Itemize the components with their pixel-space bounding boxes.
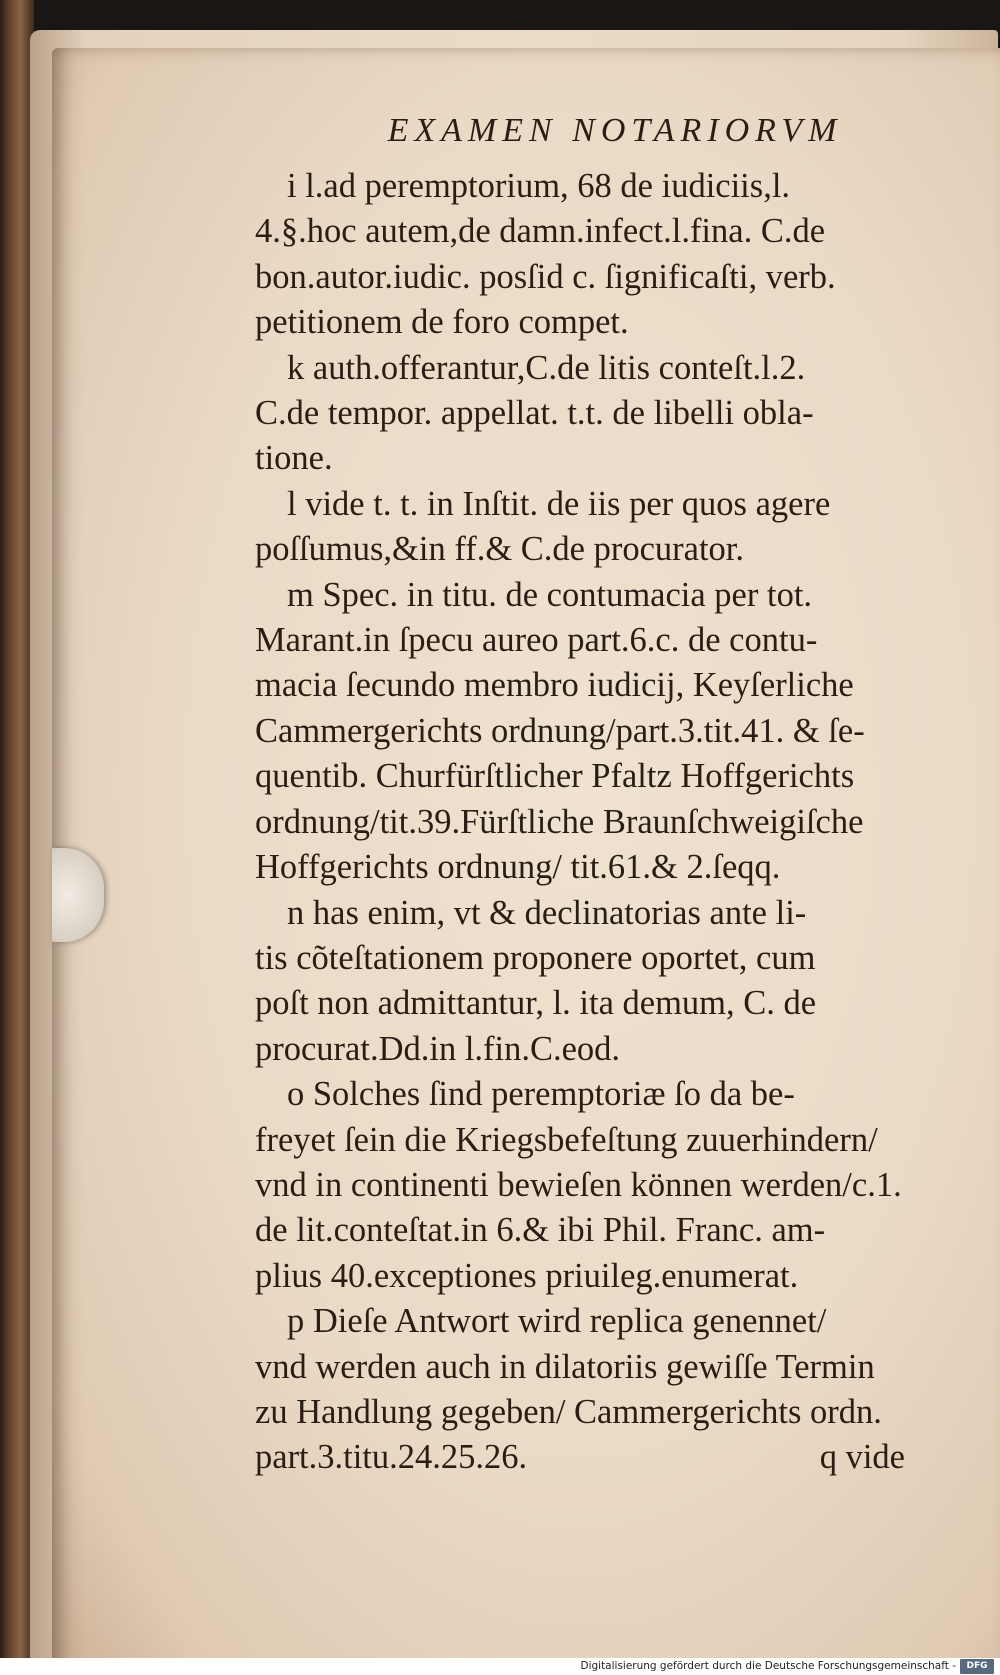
text-line: Hoffgerichts ordnung/ tit.61.& 2.ſeqq. (255, 848, 781, 887)
text-line: tione. (255, 439, 333, 478)
footer-credit: Digitalisierung gefördert durch die Deutsche Forschungsgemeinschaft - (580, 1660, 956, 1672)
text-line: n has enim, vt & declinatorias ante li- (287, 893, 807, 932)
text-line: zu Handlung gegeben/ Cammergerichts ordn. (255, 1392, 882, 1431)
text-line: p Dieſe Antwort wird replica genennet/ (287, 1302, 827, 1341)
text-line: bon.autor.iudic. posſid c. ſignificaſti, verb. (255, 257, 836, 296)
text-line: o Solches ſind peremptoriæ ſo da be- (287, 1075, 795, 1114)
text-line: Marant.in ſpecu aureo part.6.c. de contu- (255, 621, 818, 660)
text-line: petitionem de foro compet. (255, 303, 629, 342)
text-line: k auth.offerantur,C.de litis conteſt.l.2. (287, 348, 806, 387)
text-line: poſſumus,&in ff.& C.de procurator. (255, 530, 745, 569)
text-line: i l.ad peremptorium, 68 de iudiciis,l. (287, 167, 791, 205)
last-line (255, 1435, 905, 1480)
text-line: macia ſecundo membro iudicij, Keyſerliche (255, 666, 854, 705)
text-line: freyet ſein die Kriegsbefeſtung zuuerhindern/ (255, 1120, 878, 1159)
text-line: ordnung/tit.39.Fürſtliche Braunſchweigiſche (255, 802, 864, 841)
text-line: poſt non admittantur, l. ita demum, C. de (255, 984, 817, 1023)
last-line-text: part.3.titu.24.25.26. (255, 1438, 528, 1477)
text-line: plius 40.exceptiones priuileg.enumerat. (255, 1256, 799, 1295)
text-line: Cammergerichts ordnung/part.3.tit.41. & ſe- (255, 711, 865, 750)
text-line: l vide t. t. in Inſtit. de iis per quos agere (287, 484, 831, 523)
text-line: 4.§.hoc autem,de damn.infect.l.fina. C.de (255, 212, 826, 251)
text-line: procurat.Dd.in l.fin.C.eod. (255, 1029, 621, 1068)
text-line: quentib. Churfürſtlicher Pfaltz Hoffgerichts (255, 757, 855, 796)
text-line: vnd werden auch in dilatoriis gewiſſe Termin (255, 1347, 875, 1386)
body-lines (255, 164, 955, 1435)
page-text (255, 108, 955, 1481)
catchword: q vide (819, 1438, 905, 1477)
text-line: de lit.conteſtat.in 6.& ibi Phil. Franc. am- (255, 1211, 826, 1250)
dfg-logo: DFG (960, 1659, 994, 1674)
running-head: EXAMEN NOTARIORVM (387, 112, 843, 149)
text-line: C.de tempor. appellat. t.t. de libelli obla- (255, 394, 814, 433)
bookmark-ribbon (52, 848, 104, 942)
book-binding-edge (0, 0, 34, 1658)
text-line: tis cõteſtationem proponere oportet, cum (255, 938, 816, 977)
text-line: vnd in continenti bewieſen können werden/c.1. (255, 1165, 902, 1204)
text-line: m Spec. in titu. de contumacia per tot. (287, 575, 813, 614)
